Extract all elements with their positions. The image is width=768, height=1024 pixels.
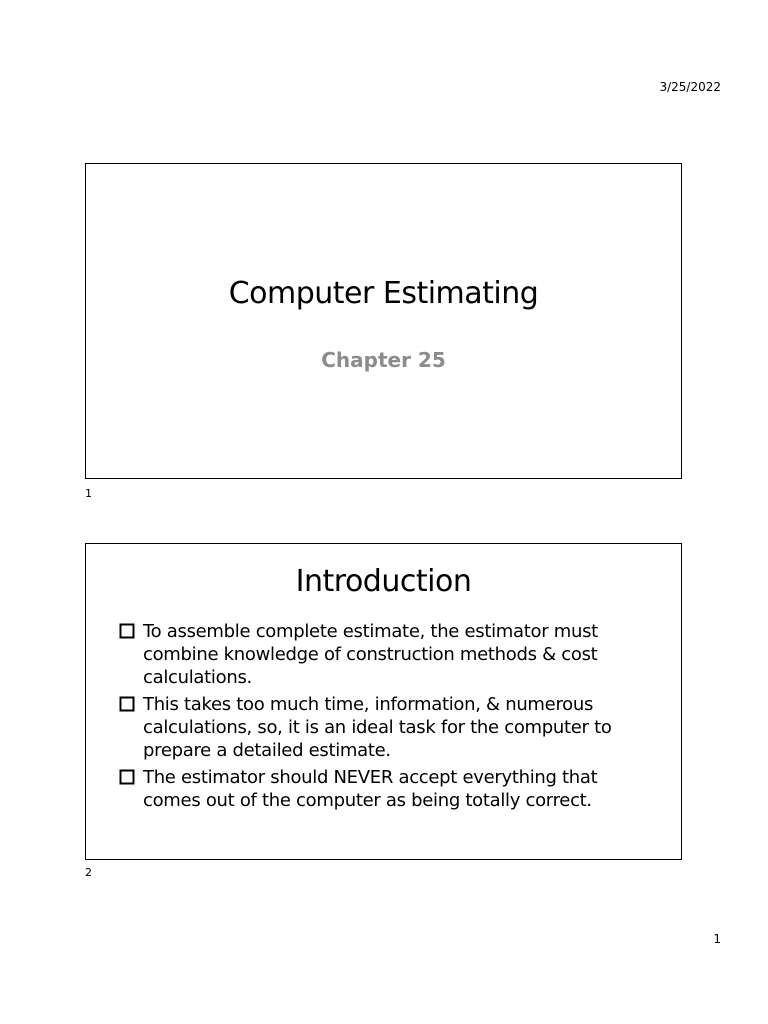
page-number: 1: [713, 932, 721, 946]
bullet-item: [119, 620, 641, 689]
bullet-item: [119, 766, 641, 812]
slide-number: 2: [85, 866, 92, 879]
checkbox-icon: [119, 696, 135, 712]
bullet-text: To assemble complete estimate, the estimator must combine knowledge of construction methods & cost calculations.: [143, 621, 598, 688]
bullet-item: [119, 693, 641, 762]
page-date: 3/25/2022: [659, 80, 721, 94]
slide-title: Introduction: [295, 564, 472, 599]
slide-subtitle: Chapter 25: [321, 348, 446, 372]
bullet-text: This takes too much time, information, & numerous calculations, so, it is an ideal task for the computer to prepare a detailed estimate.: [143, 694, 612, 761]
bullet-text: The estimator should NEVER accept everything that comes out of the computer as being totally correct.: [143, 767, 598, 811]
slide-2: [85, 543, 682, 860]
bullet-list: [119, 620, 641, 816]
checkbox-icon: [119, 769, 135, 785]
slide-number: 1: [85, 487, 92, 500]
slide-title: Computer Estimating: [228, 276, 539, 311]
checkbox-icon: [119, 623, 135, 639]
slide-1: [85, 163, 682, 479]
